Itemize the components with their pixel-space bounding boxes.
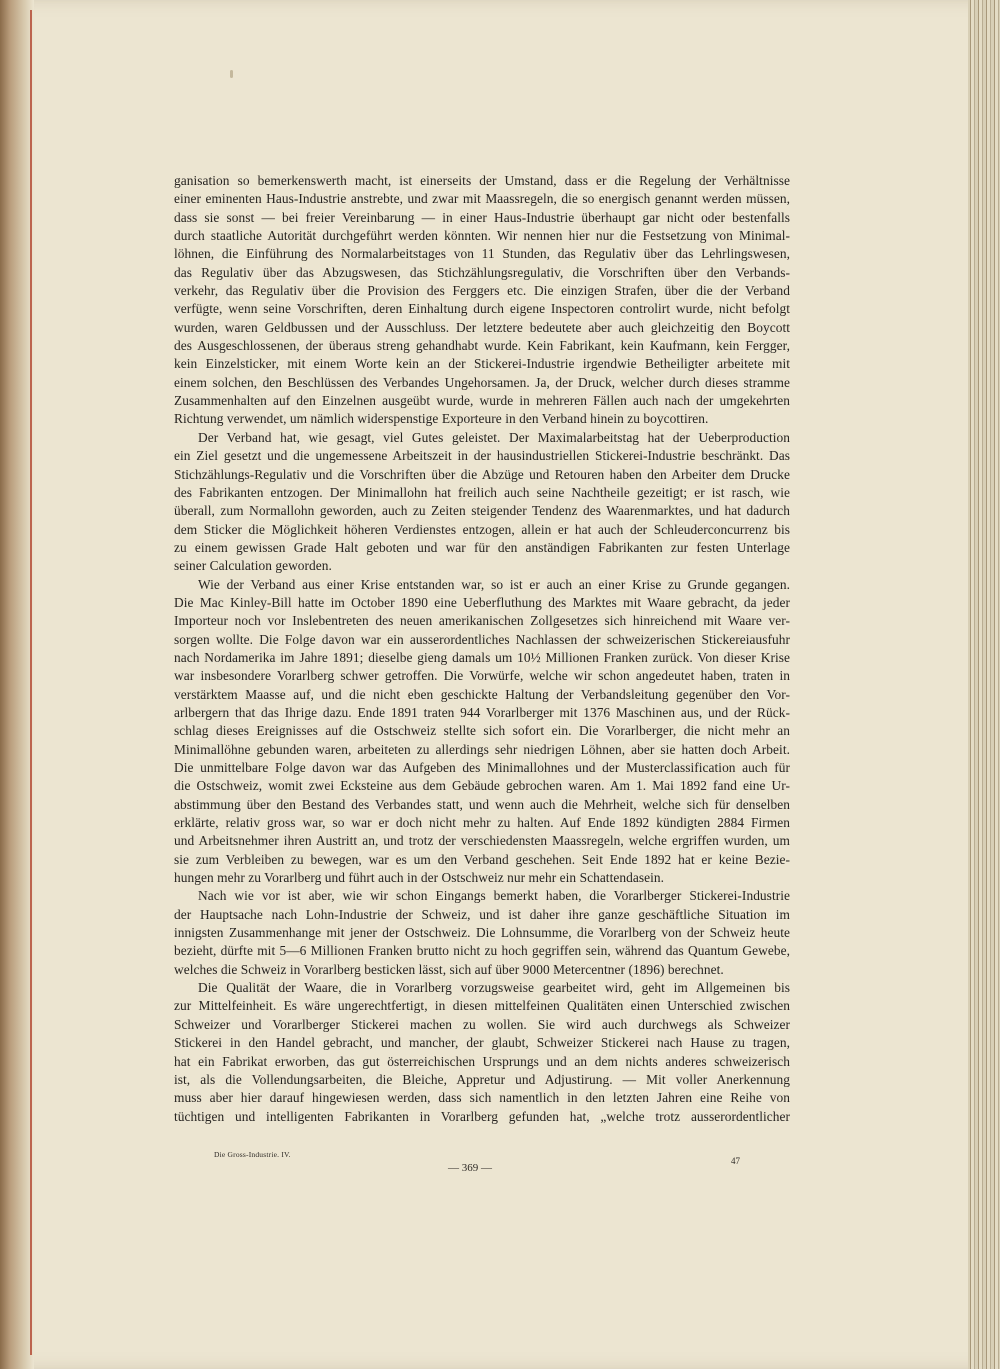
- text-line: sie zum Verbleiben zu bewegen, war es um den Verband geschehen. Seit Ende 1892 hat er keine Bezie-: [174, 851, 790, 867]
- text-line: der Hauptsache nach Lohn-Industrie der Schweiz, und ist daher ihre ganze geschäftliche Situation im: [174, 906, 790, 922]
- text-line: das Regulativ über das Abzugswesen, das Stichzählungsregulativ, die Vorschriften über den Verbands-: [174, 264, 790, 280]
- text-line: Zusammenhalten auf den Einzelnen ausgeübt wurde, wurde in mehreren Fällen auch nach der umgekehrten: [174, 393, 790, 409]
- text-line: Minimallöhne gebunden waren, arbeiteten zu allerdings sehr niedrigen Löhnen, aber sie hatten doch Arbeit.: [174, 741, 790, 757]
- page-smudge: [230, 70, 233, 78]
- text-line: dass sie sonst — bei freier Vereinbarung — in einer Haus-Industrie überhaupt gar nicht oder bestenfalls: [174, 209, 790, 225]
- signature-mark: 47: [731, 1156, 740, 1166]
- text-line: bezieht, dürfte mit 5—6 Millionen Franken brutto nicht zu hoch gegriffen sein, während das Quantum Gewebe,: [174, 943, 790, 959]
- text-line: des Fabrikanten entzogen. Der Minimallohn hat freilich auch seine Nachtheile gezeitigt; er ist rasch, wie: [174, 484, 790, 500]
- text-line: Stichzählungs-Regulativ und die Vorschriften über die Abzüge und Retouren haben den Arbeiter dem Drucke: [174, 466, 790, 482]
- text-line: einem solchen, den Beschlüssen des Verbandes Ungehorsamen. Ja, der Druck, welcher durch dieses stramme: [174, 374, 790, 390]
- text-line: sorgen wollte. Die Folge davon war ein ausserordentliches Nachlassen der schweizerischen Stickereiausfuhr: [174, 631, 790, 647]
- text-line: zur Mittelfeinheit. Es wäre ungerechtfertigt, in diesen mittelfeinen Qualitäten einen Unterschied zwischen: [174, 998, 790, 1014]
- text-line: einer eminenten Haus-Industrie anstrebte, und zwar mit Maassregeln, die so energisch genannt werden müssen,: [174, 191, 790, 207]
- text-line: Der Verband hat, wie gesagt, viel Gutes geleistet. Der Maximalarbeitstag hat der Ueberproduction: [198, 429, 790, 445]
- text-line: Schweizer und Vorarlberger Stickerei machen zu wollen. Sie wird auch durchwegs als Schweizer: [174, 1016, 790, 1032]
- text-line: Importeur noch vor Inslebentreten des neuen amerikanischen Zollgesetzes sich hinreichend mit Waare ver-: [174, 613, 790, 629]
- text-line: arlbergern that das Ihrige dazu. Ende 1891 traten 944 Vorarlberger mit 1376 Maschinen aus, und der Rück-: [174, 704, 790, 720]
- text-line: verfügte, wenn seine Vorschriften, deren Einhaltung durch eigene Inspectoren controlirt wurde, nicht befolgt: [174, 301, 790, 317]
- text-line: ein Ziel gesetzt und die ungemessene Arbeitszeit in der hausindustriellen Stickerei-Industrie beschränkt. Das: [174, 448, 790, 464]
- gutter-line: [30, 10, 32, 1355]
- text-line: und Arbeitsnehmer ihren Austritt an, und trotz der verschiedensten Maassregeln, welche ergriffen wurden, um: [174, 833, 790, 849]
- text-line: kein Einzelsticker, mit einem Worte kein an der Stickerei-Industrie irgendwie Betheiligter arbeitete mit: [174, 356, 790, 372]
- text-line: schlag dieses Ereignisses auf die Ostschweiz stellte sich sofort ein. Die Vorarlberger, die nicht mehr an: [174, 723, 790, 739]
- text-line: welches die Schweiz in Vorarlberg besticken lässt, sich auf über 9000 Metercentner (1896) berechnet.: [174, 961, 724, 977]
- text-line: ist, als die Vollendungsarbeiten, die Bleiche, Appretur und Adjustirung. — Mit voller Anerkennung: [174, 1071, 790, 1087]
- text-line: innigsten Zusammenhange mit jener der Ostschweiz. Die Lohnsumme, die Vorarlberg von der Schweiz heute: [174, 925, 790, 941]
- text-line: verkehr, das Regulativ über die Provision des Ferggers etc. Die einzigen Strafen, über die der Verband: [174, 283, 790, 299]
- text-line: seiner Calculation geworden.: [174, 558, 332, 574]
- text-line: muss aber hier darauf hingewiesen werden, dass sich namentlich in den letzten Jahren eine Reihe von: [174, 1090, 790, 1106]
- text-line: Richtung verwendet, um nämlich widerspenstige Exporteure in den Verband hinein zu boycottiren.: [174, 411, 709, 427]
- text-line: ganisation so bemerkenswerth macht, ist einerseits der Umstand, dass er die Regelung der Verhältnisse: [174, 173, 790, 188]
- text-line: erklärte, relativ gross war, so war er doch nicht mehr zu halten. Auf Ende 1892 kündigten 2884 Firmen: [174, 815, 790, 831]
- text-line: hat ein Fabrikat erworben, das gut österreichischen Ursprungs und an dem nichts anderes schweizerisch: [174, 1053, 790, 1069]
- text-line: nach Nordamerika im Jahre 1891; dieselbe gieng damals um 10½ Millionen Franken zurück. Von dieser Krise: [174, 649, 790, 665]
- text-line: verstärktem Maasse auf, und die nicht eben geschickte Haltung der Verbandsleitung gegenüber den Vor-: [174, 686, 790, 702]
- series-title: Die Gross-Industrie. IV.: [214, 1150, 291, 1159]
- text-line: Nach wie vor ist aber, wie wir schon Eingangs bemerkt haben, die Vorarlberger Stickerei-Industrie: [198, 888, 790, 904]
- text-line: zu einem gewissen Grade Halt geboten und war für den anständigen Fabrikanten zur festen Unterlage: [174, 539, 790, 555]
- binding-gutter: [0, 0, 34, 1369]
- text-line: Wie der Verband aus einer Krise entstanden war, so ist er auch an einer Krise zu Grunde gegangen.: [198, 576, 790, 592]
- text-line: überall, zum Normallohn geworden, auch zu Zeiten steigender Tendenz des Waarenmarktes, und hat dadurch: [174, 503, 790, 519]
- text-line: durch staatliche Autorität durchgeführt werden könnten. Wir nennen hier nur die Festsetzung von Minimal-: [174, 228, 790, 244]
- text-line: Die unmittelbare Folge davon war das Aufgeben des Minimallohnes und der Musterclassification auch für: [174, 760, 790, 775]
- text-line: tüchtigen und intelligenten Fabrikanten in Vorarlberg gefunden hat, „welche trotz ausserordentlicher: [174, 1108, 790, 1124]
- text-line: die Ostschweiz, womit zwei Ecksteine aus dem Gebäude gebrochen waren. Am 1. Mai 1892 fand eine Ur-: [174, 778, 790, 794]
- text-line: war insbesondere Vorarlberg schwer getroffen. Die Vorwürfe, welche wir schon angedeutet haben, traten in: [174, 668, 790, 684]
- text-line: Stickerei in den Handel gebracht, und mancher, der glaubt, Schweizer Stickerei nach Hause zu tragen,: [174, 1035, 790, 1051]
- text-line: Die Mac Kinley-Bill hatte im October 1890 eine Ueberfluthung des Marktes mit Waare gebracht, da jeder: [174, 594, 790, 610]
- text-line: abstimmung über den Bestand des Verbandes statt, und wenn auch die Mehrheit, welche sich für denselben: [174, 796, 790, 812]
- text-line: des Ausgeschlossenen, der überaus streng gehandhabt wurde. Kein Fabrikant, kein Kaufmann, kein Fergger,: [174, 338, 790, 354]
- text-line: dem Sticker die Möglichkeit höheren Verdienstes entzogen, allein er hat auch der Schleuderconcurrenz bis: [174, 521, 790, 537]
- page-number: — 369 —: [448, 1162, 492, 1174]
- text-line: wurden, waren Geldbussen und der Ausschluss. Der letztere bedeutete aber auch gleichzeitig den Boycott: [174, 319, 790, 335]
- text-line: löhnen, die Einführung des Normalarbeitstages von 11 Stunden, das Regulativ über das Lehrlingswesen,: [174, 246, 790, 262]
- text-line: hungen mehr zu Vorarlberg und führt auch in der Ostschweiz nur mehr ein Schattendasein.: [174, 870, 664, 886]
- body-text: [174, 172, 790, 1126]
- text-line: Die Qualität der Waare, die in Vorarlberg vorzugsweise gearbeitet wird, geht im Allgemeinen bis: [198, 980, 790, 996]
